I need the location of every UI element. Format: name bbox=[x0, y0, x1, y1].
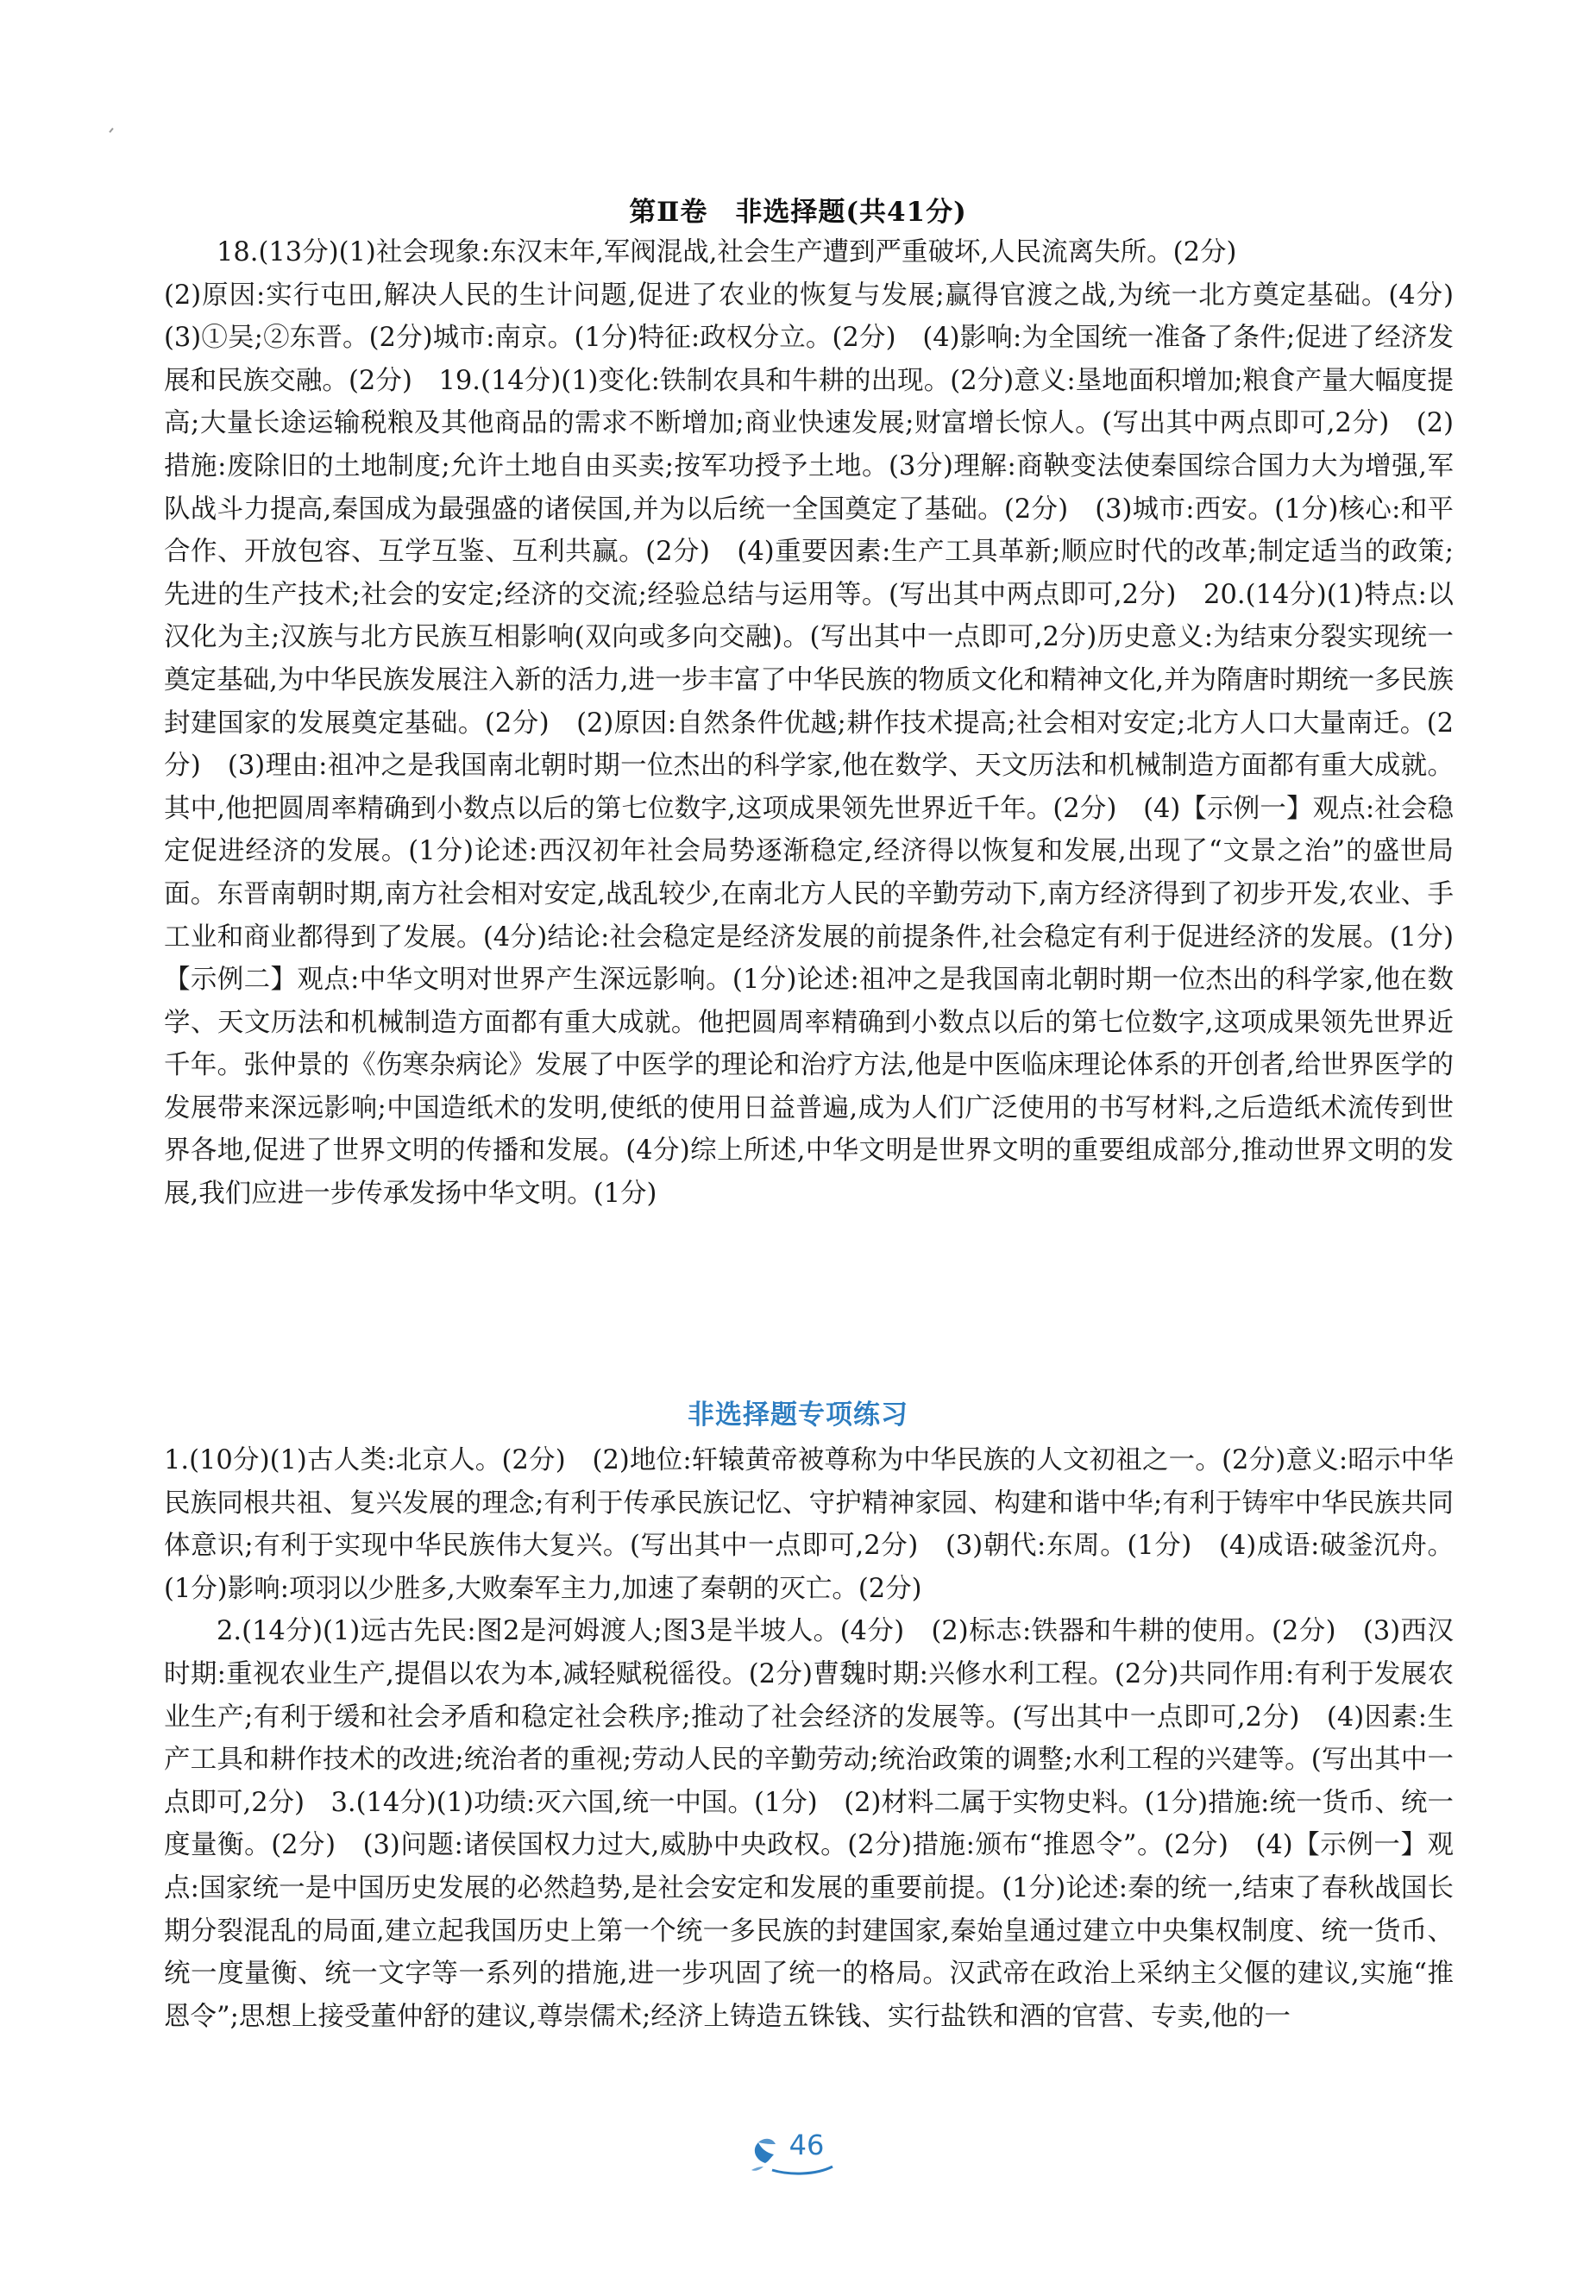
page-number-badge bbox=[746, 2118, 850, 2179]
page-number: 46 bbox=[789, 2129, 825, 2161]
answer-block-part2 bbox=[164, 231, 1480, 1216]
section-title-special-practice: 非选择题专项练习 bbox=[688, 1400, 908, 1431]
answer-paragraph: (2)原因:实行屯田,解决人民的生计问题,促进了农业的恢复与发展;赢得官渡之战,为统一北方奠定基础。(4分) (3)①吴;②东晋。(2分)城市:南京。(1分)特征:政权分立。(2分) (4)影响:为全国统一准备了条件;促进了经济发展和民族交融。(2分) 19.(14分)(1)变化:铁制农具和牛耕的出现。(2分)意义:垦地面积增加;粮食产量大幅度提高;大量长途运输税粮及其他商品的需求不断增加;商业快速发展;财富增长惊人。(写出其中两点即可,2分) (2)措施:废除旧的土地制度;允许土地自由买卖;按军功授予土地。(3分)理解:商鞅变法使秦国综合国力大为增强,军队战斗力提高,秦国成为最强盛的诸侯国,并为以后统一全国奠定了基础。(2分) (3)城市:西安。(1分)核心:和平合作、开放包容、互学互鉴、互利共赢。(2分) (4)重要因素:生产工具革新;顺应时代的改革;制定适当的政策;先进的生产技术;社会的安定;经济的交流;经验总结与运用等。(写出其中两点即可,2分) 20.(14分)(1)特点:以汉化为主;汉族与北方民族互相影响(双向或多向交融)。(写出其中一点即可,2分)历史意义:为结束分裂实现统一奠定基础,为中华民族发展注入新的活力,进一步丰富了中华民族的物质文化和精神文化,并为隋唐时期统一多民族封建国家的发展奠定基础。(2分) (2)原因:自然条件优越;耕作技术提高;社会相对安定;北方人口大量南迁。(2分) (3)理由:祖冲之是我国南北朝时期一位杰出的科学家,他在数学、天文历法和机械制造方面都有重大成就。其中,他把圆周率精确到小数点以后的第七位数字,这项成果领先世界近千年。(2分) (4)【示例一】观点:社会稳定促进经济的发展。(1分)论述:西汉初年社会局势逐渐稳定,经济得以恢复和发展,出现了“文景之治”的盛世局面。东晋南朝时期,南方社会相对安定,战乱较少,在南北方人民的辛勤劳动下,南方经济得到了初步开发,农业、手工业和商业都得到了发展。(4分)结论:社会稳定是经济发展的前提条件,社会稳定有利于促进经济的发展。(1分) 【示例二】观点:中华文明对世界产生深远影响。(1分)论述:祖冲之是我国南北朝时期一位杰出的科学家,他在数学、天文历法和机械制造方面都有重大成就。他把圆周率精确到小数点以后的第七位数字,这项成果领先世界近千年。张仲景的《伤寒杂病论》发展了中医学的理论和治疗方法,他是中医临床理论体系的开创者,给世界医学的发展带来深远影响;中国造纸术的发明,使纸的使用日益普遍,成为人们广泛使用的书写材料,之后造纸术流传到世界各地,促进了世界文明的传播和发展。(4分)综上所述,中华文明是世界文明的重要组成部分,推动世界文明的发展,我们应进一步传承发扬中华文明。(1分) bbox=[164, 280, 1480, 1210]
answer-paragraph: 1.(10分)(1)古人类:北京人。(2分) (2)地位:轩辕黄帝被尊称为中华民族的人文初祖之一。(2分)意义:昭示中华民族同根共祖、复兴发展的理念;有利于传承民族记忆、守护精神家园、构建和谐中华;有利于铸牢中华民族共同体意识;有利于实现中华民族伟大复兴。(写出其中一点即可,2分) (3)朝代:东周。(1分) (4)成语:破釜沉舟。(1分)影响:项羽以少胜多,大败秦军主力,加速了秦朝的灭亡。(2分) bbox=[164, 1445, 1454, 1604]
answer-paragraph: 18.(13分)(1)社会现象:东汉末年,军阀混战,社会生产遭到严重破坏,人民流离失所。(2分) bbox=[217, 237, 1237, 267]
answer-paragraph: 2.(14分)(1)远古先民:图2是河姆渡人;图3是半坡人。(4分) (2)标志:铁器和牛耕的使用。(2分) (3)西汉时期:重视农业生产,提倡以农为本,减轻赋税徭役。(2分)曹魏时期:兴修水利工程。(2分)共同作用:有利于发展农业生产;有利于缓和社会矛盾和稳定社会秩序;推动了社会经济的发展等。(写出其中一点即可,2分) (4)因素:生产工具和耕作技术的改进;统治者的重视;劳动人民的辛勤劳动;统治政策的调整;水利工程的兴建等。(写出其中一点即可,2分) 3.(14分)(1)功绩:灭六国,统一中国。(1分) (2)材料二属于实物史料。(1分)措施:统一货币、统一度量衡。(2分) (3)问题:诸侯国权力过大,威胁中央政权。(2分)措施:颁布“推恩令”。(2分) (4)【示例一】观点:国家统一是中国历史发展的必然趋势,是社会安定和发展的重要前提。(1分)论述:秦的统一,结束了春秋战国长期分裂混乱的局面,建立起我国历史上第一个统一多民族的封建国家,秦始皇通过建立中央集权制度、统一货币、统一度量衡、统一文字等一系列的措施,进一步巩固了统一的格局。汉武帝在政治上采纳主父偃的建议,实施“推恩令”;思想上接受董仲舒的建议,尊崇儒术;经济上铸造五铢钱、实行盐铁和酒的官营、专卖,他的一 bbox=[164, 1616, 1454, 2032]
section-title-part2: 第Ⅱ卷 非选择题(共41分) bbox=[629, 197, 967, 228]
answer-block-special-practice bbox=[164, 1439, 1454, 2038]
scan-mark bbox=[109, 128, 113, 133]
